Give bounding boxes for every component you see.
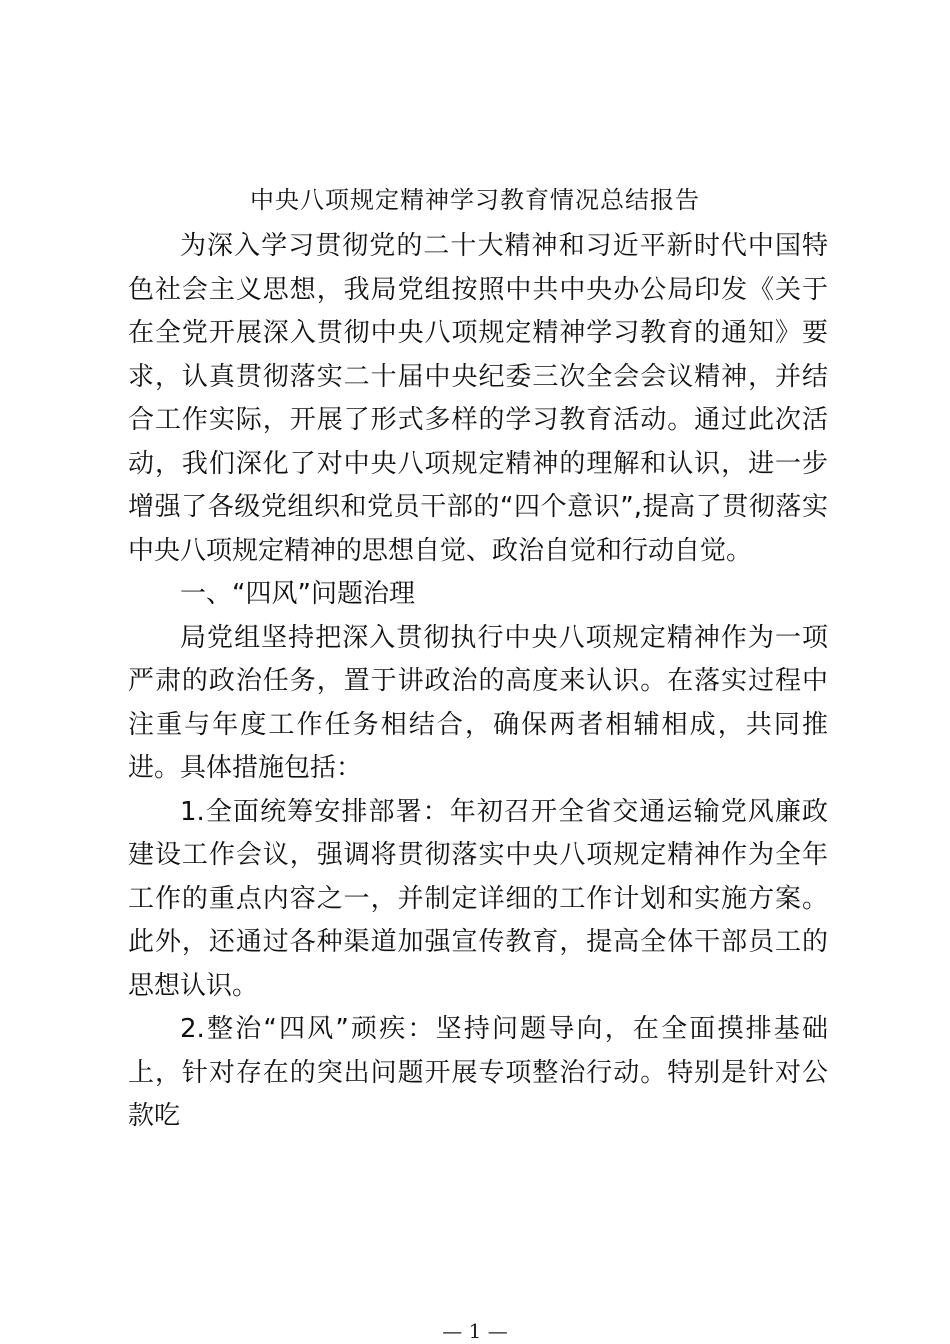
intro-paragraph: 为深入学习贯彻党的二十大精神和习近平新时代中国特色社会主义思想，我局党组按照中共中央办公局印发《关于在全党开展深入贯彻中央八项规定精神学习教育的通知》要求，认真贯彻落实二十届中央纪委三次全会会议精神，并结合工作实际，开展了形式多样的学习教育活动。通过此次活动，我们深化了对中央八项规定精神的理解和认识，进一步增强了各级党组织和党员干部的“四个意识”,提高了贯彻落实中央八项规定精神的思想自觉、政治自觉和行动自觉。 (128, 231, 828, 566)
numbered-item-1: 1.全面统筹安排部署：年初召开全省交通运输党风廉政建设工作会议，强调将贯彻落实中央八项规定精神作为全年工作的重点内容之一，并制定详细的工作计划和实施方案。此外，还通过各种渠道加强宣传教育，提高全体干部员工的思想认识。 (128, 796, 828, 1001)
document-title: 中央八项规定精神学习教育情况总结报告 (250, 186, 700, 214)
body-paragraph: 局党组坚持把深入贯彻执行中央八项规定精神作为一项严肃的政治任务，置于讲政治的高度来认识。在落实过程中注重与年度工作任务相结合，确保两者相辅相成，共同推进。具体措施包括： (128, 622, 828, 783)
page-number: — 1 — (442, 1319, 508, 1343)
document-body (128, 225, 828, 1139)
numbered-item-2: 2.整治“四风”顽疾：坚持问题导向，在全面摸排基础上，针对存在的突出问题开展专项整治行动。特别是针对公款吃 (128, 1014, 828, 1131)
section-heading: 一、“四风”问题治理 (180, 579, 415, 609)
